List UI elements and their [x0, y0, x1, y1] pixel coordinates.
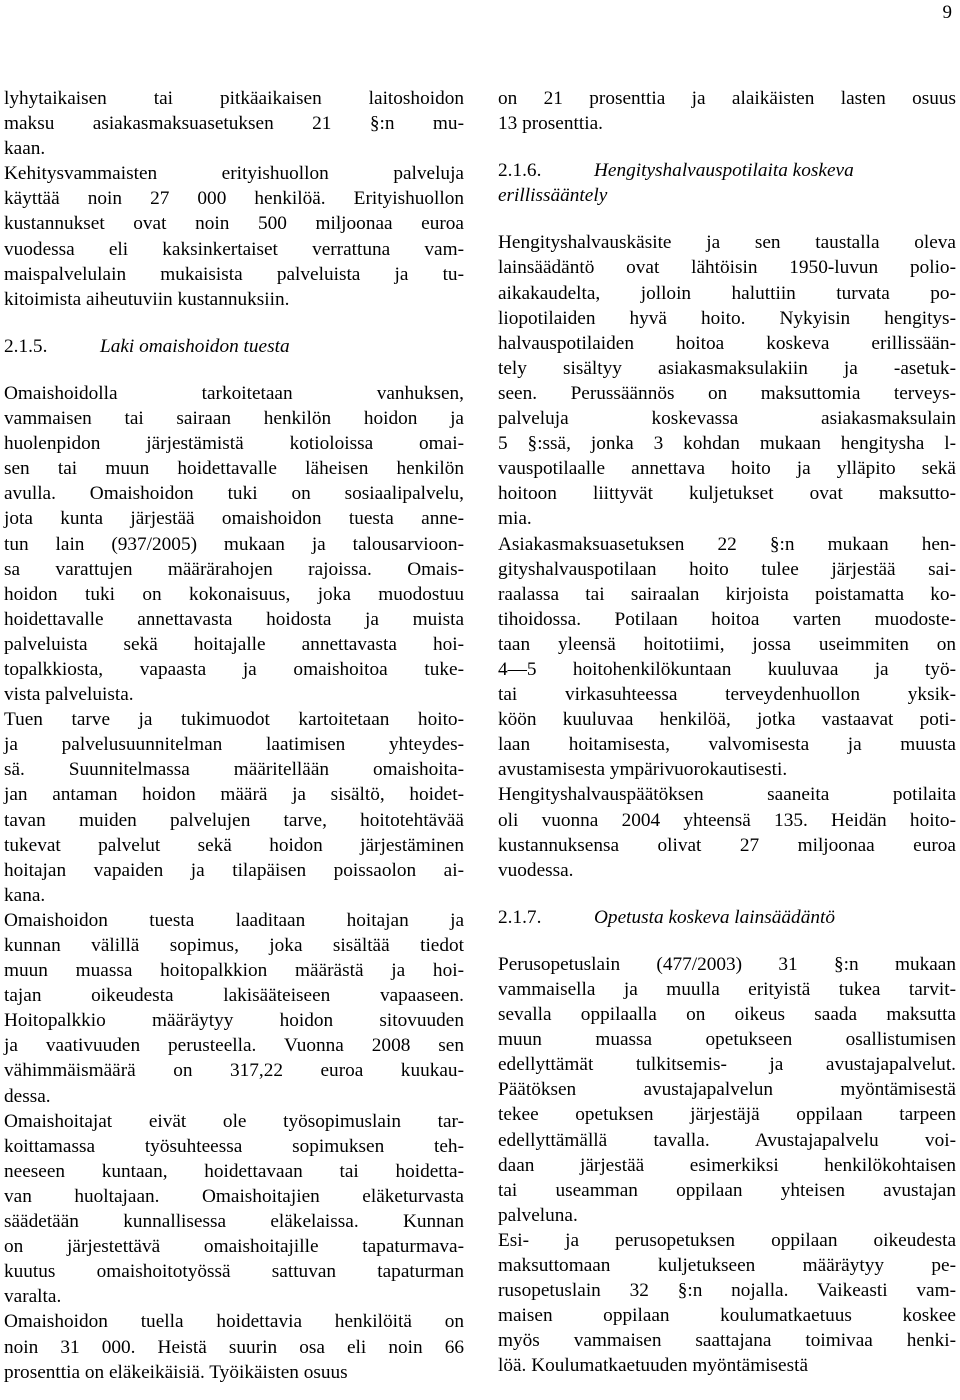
text-line: kunnan välillä sopimus, joka sisältää tiedot — [4, 935, 464, 956]
text-line: seen. Perussäännös on maksuttomia terveys- — [498, 382, 956, 404]
text-line: vammaisella ja muulla erityistä tukea tarvit- — [498, 979, 956, 1000]
text-line: Asiakasmaksuasetuksen 22 §:n mukaan hen- — [498, 533, 956, 555]
text-line: Hoitopalkkio määräytyy hoidon sitovuuden — [4, 1010, 464, 1032]
text-line: dessa. — [4, 1085, 51, 1107]
paragraph — [498, 782, 956, 882]
text-line: avustamisesta ympärivuorokautisesti. — [498, 759, 788, 781]
text-line: hoitoon liittyvät kuljetukset ovat maksutto- — [498, 483, 956, 505]
text-line: gityshalvauspotilaan hoito tulee järjestää sai- — [498, 558, 956, 580]
text-line: Omaishoidolla tarkoitetaan vanhuksen, — [4, 382, 464, 404]
text-line: huolenpidon järjestämistä kotioloissa omai- — [4, 433, 464, 455]
text-line: palveluista sekä hoitajalle annettavasta hoi- — [4, 633, 464, 655]
text-line: löä. Koulumatkaetuuden myöntämisestä — [498, 1355, 809, 1377]
text-line: köön kuuluvaa henkilöä, jotka vastaavat poti- — [498, 709, 956, 731]
text-line: sevalla oppilaalla on oikeus saada maksutta — [498, 1004, 956, 1026]
section-number: 2.1.5. — [4, 335, 48, 357]
text-line: Tuen tarve ja tukimuodot kartoitetaan hoito- — [4, 709, 464, 731]
text-line: 4—5 hoitohenkilökuntaan kuuluvaa ja työ- — [498, 658, 956, 680]
text-line: Perusopetuslain (477/2003) 31 §:n mukaan — [498, 953, 956, 975]
text-line: maisen oppilaan koulumatkaetuus koskee — [498, 1305, 956, 1327]
text-line: tavan muiden palvelujen tarve, hoitotehtävää — [4, 809, 464, 831]
text-line: vähimmäismäärä on 317,22 euroa kuukau- — [4, 1060, 464, 1082]
text-line: mia. — [498, 508, 532, 530]
paragraph — [498, 1228, 956, 1379]
text-line: vuodessa eli kaksinkertaiset verrattuna vam- — [4, 238, 464, 260]
text-line: tekee opetuksen järjestäjä oppilaan tarpeen — [498, 1104, 956, 1126]
text-line: muun muassa opetukseen osallistumisen — [498, 1029, 956, 1051]
text-line: kaan. — [4, 138, 46, 160]
paragraph — [4, 1309, 464, 1384]
text-line: Omaishoidon tuesta laaditaan hoitajan ja — [4, 909, 464, 931]
text-line: Hengityshalvauskäsite ja sen taustalla oleva — [498, 232, 956, 254]
page-number: 9 — [942, 2, 952, 23]
text-line: ja vaativuuden perusteella. Vuonna 2008 sen — [4, 1035, 464, 1057]
text-line: edellyttämällä tavalla. Avustajapalvelu voi- — [498, 1129, 956, 1151]
text-line: 5 §:ssä, jonka 3 kohdan mukaan hengitysha l- — [498, 433, 956, 455]
text-line: vammaisen tai sairaan henkilön hoidon ja — [4, 408, 464, 430]
text-line: maksu asiakasmaksuasetuksen 21 §:n mu- — [4, 113, 464, 135]
text-line: hoidettavalle annettavasta hoidosta ja muista — [4, 608, 464, 630]
text-line: hoidon tuki on kokonaisuus, joka muodostuu — [4, 583, 464, 605]
paragraph — [4, 86, 464, 312]
text-line: Omaishoidon tuella hoidettavia henkilöitä on — [4, 1311, 464, 1333]
text-line: tihoidossa. Potilaan hoitoa varten muodoste- — [498, 608, 956, 630]
paragraph — [498, 532, 956, 783]
text-line: prosenttia on eläkeikäisiä. Työikäisten osuus — [4, 1361, 348, 1383]
text-line: halvauspotilaiden hoitoa koskeva erillissään- — [498, 332, 956, 354]
text-line: palveluna. — [498, 1204, 578, 1226]
text-line: taan yleensä hoitotiimi, jossa useimmiten on — [498, 633, 956, 655]
text-line: kitoimista aiheutuviin kustannuksiin. — [4, 288, 290, 310]
paragraph — [498, 230, 956, 531]
text-line: kuutus omaishoitotyössä sattuvan tapaturman — [4, 1261, 464, 1283]
text-line: koittamassa työsuhteessa sopimuksen teh- — [4, 1135, 464, 1157]
section-number: 2.1.6. — [498, 160, 542, 182]
text-line: liopotilaiden hyvä hoito. Nykyisin hengitys- — [498, 307, 956, 329]
section-title-line-1: Hengityshalvauspotilaita koskeva — [594, 160, 854, 182]
text-line: muun muassa hoitopalkkion määrästä ja hoi- — [4, 960, 464, 982]
text-line: 13 prosenttia. — [498, 113, 603, 135]
text-line: varalta. — [4, 1286, 62, 1308]
text-line: daan järjestää esimerkiksi henkilökohtaisen — [498, 1154, 956, 1176]
text-line: noin 31 000. Heistä suurin osa eli noin 66 — [4, 1336, 464, 1358]
text-line: tukevat palvelut sekä hoidon järjestäminen — [4, 834, 464, 856]
text-line: van huoltajaan. Omaishoitajien eläketurvasta — [4, 1185, 464, 1207]
paragraph — [4, 908, 464, 1109]
text-line: laan hoitamisesta, valvomisesta ja muusta — [498, 734, 956, 756]
paragraph — [4, 1109, 464, 1310]
section-heading-2-1-7 — [498, 905, 956, 930]
text-line: palveluja koskevassa asiakasmaksulain — [498, 408, 956, 430]
section-title-line-2: erillissääntely — [498, 185, 608, 207]
text-line: oli vuonna 2004 yhteensä 135. Heidän hoito- — [498, 809, 956, 831]
text-line: lainsäädäntö ovat lähtöisin 1950-luvun polio- — [498, 257, 956, 279]
text-line: tun lain (937/2005) mukaan ja talousarvioon- — [4, 533, 464, 555]
text-line: maksuttomaan kuljetukseen määräytyy pe- — [498, 1255, 956, 1277]
section-title: Laki omaishoidon tuesta — [100, 335, 290, 357]
text-line: avulla. Omaishoidon tuki on sosiaalipalvelu, — [4, 483, 464, 505]
text-line: käyttää noin 27 000 henkilöä. Erityishuollon — [4, 188, 464, 210]
text-line: myös vammaisen saattajana toimivaa henki- — [498, 1330, 956, 1352]
text-line: tai virkasuhteessa terveydenhuollon yksik- — [498, 684, 956, 706]
text-line: säädetään kunnallisessa eläkelaissa. Kunnan — [4, 1211, 464, 1233]
text-line: on 21 prosenttia ja alaikäisten lasten osuus — [498, 88, 956, 109]
text-line: ja palvelusuunnitelman laatimisen yhteydes- — [4, 734, 464, 756]
text-line: raalassa tai sairaalan kirjoista poistamatta ko- — [498, 583, 956, 605]
text-line: lyhytaikaisen tai pitkäaikaisen laitoshoidon — [4, 88, 464, 109]
paragraph — [498, 952, 956, 1228]
text-line: tajan oikeudesta lakisääteiseen vapaaseen. — [4, 985, 464, 1007]
text-line: jan antaman hoidon määrä ja sisältö, hoidet- — [4, 784, 464, 806]
text-line: edellyttämät tulkitsemis- ja avustajapalvelut. — [498, 1054, 956, 1076]
section-heading-2-1-6 — [498, 158, 956, 183]
text-line: tely sisältyy asiakasmaksulakiin ja -asetuk- — [498, 357, 956, 379]
text-line: tai useamman oppilaan yhteisen avustajan — [498, 1179, 956, 1201]
text-line: kustannuksensa olivat 27 miljoonaa euroa — [498, 834, 956, 856]
text-line: Kehitysvammaisten erityishuollon palveluja — [4, 163, 464, 185]
right-column — [498, 86, 956, 1379]
text-line: Hengityshalvauspäätöksen saaneita potilaita — [498, 784, 956, 806]
text-line: jota kunta järjestää omaishoidon tuesta anne- — [4, 508, 464, 530]
text-line: vauspotilaalle annettava hoito ja ylläpito sekä — [498, 458, 956, 480]
paragraph — [4, 707, 464, 908]
section-number: 2.1.7. — [498, 906, 542, 928]
paragraph — [4, 381, 464, 707]
text-line: kana. — [4, 884, 46, 906]
text-line: sen tai muun hoidettavalle läheisen henkilön — [4, 458, 464, 480]
text-line: Omaishoitajat eivät ole työsopimuslain tar- — [4, 1110, 464, 1132]
section-heading-2-1-5 — [4, 334, 464, 359]
text-line: hoitajan vapaiden ja tilapäisen poissaolon ai- — [4, 859, 464, 881]
text-line: kustannukset ovat noin 500 miljoonaa euroa — [4, 213, 464, 235]
section-title: Opetusta koskeva lainsäädäntö — [594, 906, 835, 928]
text-line: Esi- ja perusopetuksen oppilaan oikeudesta — [498, 1229, 956, 1251]
text-line: vuodessa. — [498, 859, 574, 881]
text-line: vista palveluista. — [4, 684, 134, 706]
text-line: rusopetuslain 32 §:n nojalla. Vaikeasti vam- — [498, 1280, 956, 1302]
text-line: sä. Suunnitelmassa määritellään omaishoita- — [4, 759, 464, 781]
left-column — [4, 86, 464, 1385]
text-line: on järjestettävä omaishoitajille tapaturmava- — [4, 1236, 464, 1258]
text-line: aikakaudelta, jolloin haluttiin turvata po- — [498, 282, 956, 304]
text-line: neeseen kuntaan, hoidettavaan tai hoidetta- — [4, 1160, 464, 1182]
paragraph — [498, 86, 956, 136]
text-line: Päätöksen avustajapalvelun myöntämisestä — [498, 1079, 956, 1101]
text-line: sa varattujen määrärahojen rajoissa. Omais- — [4, 558, 464, 580]
text-line: maispalvelulain mukaisista palveluista ja tu- — [4, 263, 464, 285]
text-line: topalkkiosta, vapaasta ja omaishoitoa tuke- — [4, 658, 464, 680]
